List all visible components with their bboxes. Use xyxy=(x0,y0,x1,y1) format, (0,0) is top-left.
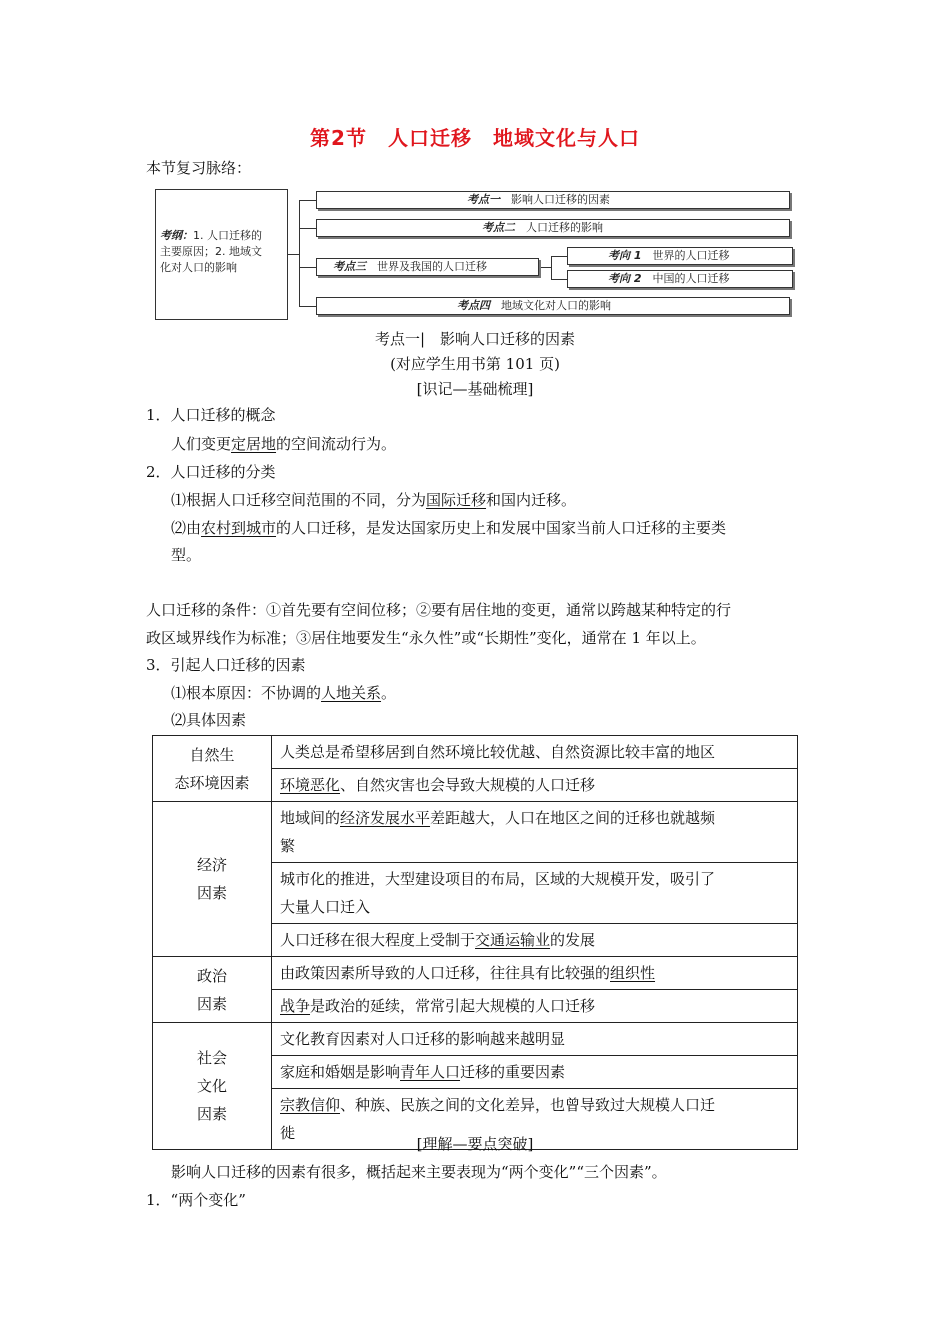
key-term: 定居地 xyxy=(231,435,277,453)
factors-table xyxy=(152,735,798,1150)
paragraph: 型。 xyxy=(171,546,202,564)
table-cell: 文化教育因素对人口迁移的影响越来越明显 xyxy=(272,1023,798,1056)
table-cell: 家庭和婚姻是影响青年人口迁移的重要因素 xyxy=(272,1056,798,1089)
table-row xyxy=(153,736,798,769)
key-term: 国际迁移 xyxy=(426,491,487,509)
table-cell: 人类总是希望移居到自然环境比较优越、自然资源比较丰富的地区 xyxy=(272,736,798,769)
table-cell: 由政策因素所导致的人口迁移，往往具有比较强的组织性 xyxy=(272,957,798,990)
page-title: 第2节 人口迁移 地域文化与人口 xyxy=(310,126,640,150)
outline-syllabus-box xyxy=(155,189,288,320)
connector xyxy=(299,200,300,307)
connector xyxy=(539,267,551,268)
key-term: 宗教信仰 xyxy=(280,1096,341,1114)
section-heading: 考点一| 影响人口迁移的因素 xyxy=(374,330,576,348)
outline-subpoint-2 xyxy=(567,270,793,288)
item-heading: 1．“两个变化” xyxy=(146,1191,246,1209)
point-tag: 考点二 xyxy=(482,221,515,234)
point-tag: 考点三 xyxy=(333,260,366,273)
subpoint-tag: 考向 1 xyxy=(608,249,642,262)
outline-point-3 xyxy=(316,258,539,276)
key-term: 农村到城市 xyxy=(201,519,277,537)
paragraph: 政区域界线作为标准；③居住地要发生“永久性”或“长期性”变化，通常在 1 年以上。 xyxy=(146,629,706,647)
subpoint-tag: 考向 2 xyxy=(608,272,642,285)
key-term: 经济发展水平 xyxy=(340,809,431,827)
paragraph: ⑴根本原因：不协调的人地关系。 xyxy=(171,684,397,702)
connector xyxy=(299,306,316,307)
key-term: 战争 xyxy=(280,997,311,1015)
point-text: 人口迁移的影响 xyxy=(526,221,603,234)
outline-subpoint-1 xyxy=(567,247,793,265)
key-term: 人地关系 xyxy=(321,684,382,702)
key-term: 环境恶化 xyxy=(280,776,341,794)
paragraph: ⑵具体因素 xyxy=(171,711,247,729)
connector xyxy=(551,279,567,280)
table-cell: 宗教信仰、种族、民族之间的文化差异，也曾导致过大规模人口迁 徙 xyxy=(272,1089,798,1150)
table-cell: 战争是政治的延续，常常引起大规模的人口迁移 xyxy=(272,990,798,1023)
category-cell: 社会 文化 因素 xyxy=(153,1023,272,1150)
connector xyxy=(551,256,552,279)
point-tag: 考点一 xyxy=(467,193,500,206)
category-cell: 经济 因素 xyxy=(153,802,272,957)
syllabus-text-2: 主要原因；2. 地域文 xyxy=(160,245,262,258)
connector xyxy=(551,256,567,257)
bracket-heading: [识记—基础梳理] xyxy=(416,380,534,398)
paragraph: ⑴根据人口迁移空间范围的不同，分为国际迁移和国内迁移。 xyxy=(171,491,577,509)
subpoint-text: 中国的人口迁移 xyxy=(652,272,730,285)
connector xyxy=(299,267,316,268)
key-term: 组织性 xyxy=(610,964,656,982)
intro-text: 本节复习脉络： xyxy=(146,159,252,177)
paragraph: 人口迁移的条件：①首先要有空间位移；②要有居住地的变更，通常以跨越某种特定的行 xyxy=(146,601,732,619)
item-heading: 3．引起人口迁移的因素 xyxy=(146,656,306,674)
category-cell: 政治 因素 xyxy=(153,957,272,1023)
syllabus-text-1: 1. 人口迁移的 xyxy=(193,229,262,242)
connector xyxy=(299,228,316,229)
section-reference: (对应学生用书第 101 页) xyxy=(390,355,560,373)
item-heading: 1．人口迁移的概念 xyxy=(146,406,276,424)
table-row xyxy=(153,802,798,863)
item-heading: 2．人口迁移的分类 xyxy=(146,463,276,481)
table-row xyxy=(153,957,798,990)
bracket-heading: [理解—要点突破] xyxy=(416,1135,534,1153)
outline-point-4 xyxy=(316,297,790,315)
point-text: 影响人口迁移的因素 xyxy=(511,193,610,206)
table-cell: 人口迁移在很大程度上受制于交通运输业的发展 xyxy=(272,924,798,957)
outline-point-2 xyxy=(316,219,790,237)
key-term: 青年人口 xyxy=(400,1063,461,1081)
table-row xyxy=(153,1023,798,1056)
table-cell: 地域间的经济发展水平差距越大，人口在地区之间的迁移也就越频 繁 xyxy=(272,802,798,863)
syllabus-prefix: 考纲： xyxy=(160,229,193,242)
key-term: 交通运输业 xyxy=(475,931,551,949)
paragraph: ⑵由农村到城市的人口迁移，是发达国家历史上和发展中国家当前人口迁移的主要类 xyxy=(171,519,727,537)
category-cell: 自然生 态环境因素 xyxy=(153,736,272,802)
subpoint-text: 世界的人口迁移 xyxy=(652,249,730,262)
paragraph: 人们变更定居地的空间流动行为。 xyxy=(171,435,397,453)
connector xyxy=(299,200,316,201)
point-text: 世界及我国的人口迁移 xyxy=(377,260,487,273)
point-tag: 考点四 xyxy=(457,299,490,312)
point-text: 地域文化对人口的影响 xyxy=(501,299,611,312)
table-cell: 环境恶化、自然灾害也会导致大规模的人口迁移 xyxy=(272,769,798,802)
syllabus-text-3: 化对人口的影响 xyxy=(160,261,237,274)
table-cell: 城市化的推进，大型建设项目的布局，区域的大规模开发，吸引了 大量人口迁入 xyxy=(272,863,798,924)
connector xyxy=(288,254,299,255)
outline-point-1 xyxy=(316,191,790,209)
outline-syllabus-line xyxy=(160,228,262,244)
paragraph: 影响人口迁移的因素有很多，概括起来主要表现为“两个变化”“三个因素”。 xyxy=(171,1163,667,1181)
